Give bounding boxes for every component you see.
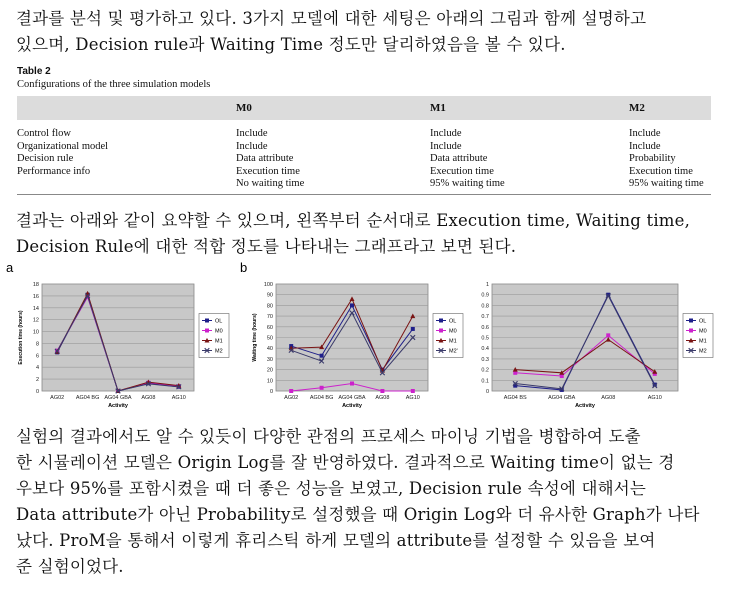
legend-label: M0	[699, 328, 707, 335]
y-tick-label: 20	[266, 367, 273, 374]
x-tick-label: AG04 BS	[503, 395, 527, 401]
y-tick-label: 70	[266, 314, 273, 321]
text-line: 실험의 결과에서도 알 수 있듯이 다양한 관점의 프로세스 마이닝 기법을 병합하여 도출	[16, 427, 641, 446]
x-axis-label: Activity	[108, 403, 128, 409]
text-line: 났다. ProM을 통해서 이렇게 휴리스틱 하게 모델의 attribute를 설정할 수 있음을 보여	[16, 531, 656, 550]
panel-label: b	[240, 260, 248, 275]
legend-label: M1	[215, 338, 223, 345]
decision-rule-chart	[476, 262, 721, 417]
text-line: 한 시뮬레이션 모델은 Origin Log를 잘 반영하였다. 결과적으로 Waiting time이 없는 경	[16, 453, 675, 472]
x-axis-label: Activity	[342, 403, 362, 409]
y-tick-label: 10	[266, 378, 273, 385]
y-tick-label: 16	[32, 293, 39, 300]
table-cell: Execution time	[629, 165, 693, 177]
legend-label: OL	[699, 318, 707, 325]
x-tick-label: AG02	[284, 395, 299, 401]
table-header	[17, 96, 711, 120]
table-cell: Execution time	[236, 165, 300, 177]
x-tick-label: AG08	[375, 395, 390, 401]
waiting-time-chart-svg	[240, 262, 472, 417]
y-tick-label: 100	[263, 282, 273, 288]
y-tick-label: 8	[35, 341, 39, 348]
table-cell: Data attribute	[430, 153, 488, 164]
text-line: 있으며, Decision rule과 Waiting Time 정도만 달리하였음을 볼 수 있다.	[16, 35, 566, 54]
legend-label: M0	[215, 328, 223, 335]
x-tick-label: AG08	[141, 395, 156, 401]
y-tick-label: 0.1	[481, 378, 489, 385]
text-line: Data attribute가 아닌 Probability로 설정했을 때 Origin Log와 더 유사한 Graph가 나타	[16, 505, 700, 524]
legend-label: M0	[449, 328, 457, 335]
x-tick-label: AG10	[647, 395, 662, 401]
y-tick-label: 1	[485, 282, 489, 288]
x-tick-label: AG04 BG	[309, 395, 334, 401]
text-line: Decision Rule에 대한 적합 정도를 나타내는 그래프라고 보면 된다.	[16, 237, 517, 256]
table-cell: Execution time	[430, 165, 494, 177]
table-cell: Probability	[629, 153, 676, 164]
data-point	[320, 354, 324, 358]
table-cell: No waiting time	[236, 178, 305, 189]
x-tick-label: AG04 GBA	[104, 395, 132, 401]
legend-label: M2'	[449, 348, 458, 355]
text-line: 결과를 분석 및 평가하고 있다. 3가지 모델에 대한 세팅은 아래의 그림과 함께 설명하고	[16, 9, 647, 28]
legend-label: OL	[215, 318, 223, 325]
legend-label: M2	[699, 348, 707, 355]
y-tick-label: 30	[266, 356, 273, 363]
column-header-m2: M2	[629, 102, 645, 114]
table-cell: 95% waiting time	[629, 178, 704, 189]
x-tick-label: AG04 GBA	[548, 395, 576, 401]
y-tick-label: 80	[266, 303, 273, 310]
table-cell: Include	[430, 140, 462, 152]
table-cell: Control flow	[17, 128, 71, 139]
table-cell: Include	[629, 140, 661, 152]
x-tick-label: AG02	[50, 395, 65, 401]
y-tick-label: 0	[485, 389, 489, 395]
data-point	[289, 389, 293, 393]
table-bottom-rule	[17, 194, 711, 195]
text-line: 준 실험이었다.	[16, 557, 124, 576]
y-tick-label: 2	[35, 377, 39, 384]
table-cell: Include	[430, 128, 462, 139]
y-tick-label: 0.3	[481, 356, 489, 363]
text-line: 우보다 95%를 포함시켰을 때 더 좋은 성능을 보였고, Decision rule 속성에 대해서는	[16, 479, 646, 498]
y-tick-label: 14	[32, 305, 39, 312]
x-tick-label: AG04 GBA	[338, 395, 366, 401]
execution-time-chart-svg	[6, 262, 238, 417]
table-body	[17, 128, 711, 191]
table-cell: Organizational model	[17, 140, 109, 152]
data-point	[439, 329, 443, 333]
y-tick-label: 0	[269, 389, 273, 395]
execution-time-chart	[6, 262, 238, 417]
y-axis-label: Execution time (hours)	[18, 310, 24, 365]
data-point	[320, 386, 324, 390]
y-tick-label: 0.9	[481, 292, 489, 299]
y-tick-label: 90	[266, 292, 273, 299]
table-row	[17, 141, 711, 154]
column-header-m1: M1	[430, 102, 446, 114]
table-row	[17, 178, 711, 191]
decision-rule-chart-svg	[476, 262, 721, 417]
y-axis-label: Waiting time (hours)	[252, 313, 258, 362]
legend-label: M2	[215, 348, 223, 355]
data-point	[350, 303, 354, 307]
data-point	[439, 319, 443, 323]
table-cell: Performance info	[17, 165, 91, 177]
y-tick-label: 50	[266, 335, 273, 342]
table-label: Table 2	[17, 66, 51, 77]
y-tick-label: 18	[32, 282, 39, 288]
y-tick-label: 4	[35, 365, 39, 372]
waiting-time-chart	[240, 262, 472, 417]
legend-label: OL	[449, 318, 457, 325]
column-header-m0: M0	[236, 102, 252, 114]
table-cell: Decision rule	[17, 153, 74, 164]
x-tick-label: AG10	[405, 395, 420, 401]
y-tick-label: 0.2	[481, 367, 489, 374]
legend-label: M1	[699, 338, 707, 345]
data-point	[205, 319, 209, 323]
table-cell: Data attribute	[236, 153, 294, 164]
table-cell: Include	[236, 128, 268, 139]
data-point	[205, 329, 209, 333]
x-tick-label: AG08	[601, 395, 616, 401]
y-tick-label: 0.4	[481, 346, 489, 353]
table-cell: Include	[629, 128, 661, 139]
x-tick-label: AG10	[171, 395, 186, 401]
y-tick-label: 0.8	[481, 303, 489, 310]
y-tick-label: 60	[266, 324, 273, 331]
conclusion-paragraph	[16, 424, 722, 580]
table-row	[17, 153, 711, 166]
data-point	[350, 382, 354, 386]
table-caption: Configurations of the three simulation models	[17, 79, 211, 90]
y-tick-label: 0.7	[481, 314, 489, 321]
summary-paragraph	[16, 208, 722, 260]
data-point	[689, 319, 693, 323]
y-tick-label: 0	[35, 389, 39, 395]
legend-label: M1	[449, 338, 457, 345]
data-point	[411, 389, 415, 393]
data-point	[689, 329, 693, 333]
table-row	[17, 166, 711, 179]
y-tick-label: 10	[32, 329, 39, 336]
y-tick-label: 0.6	[481, 324, 489, 331]
data-point	[380, 389, 384, 393]
text-line: 결과는 아래와 같이 요약할 수 있으며, 왼쪽부터 순서대로 Execution time, Waiting time,	[16, 211, 691, 230]
x-tick-label: AG04 BG	[75, 395, 100, 401]
panel-label: a	[6, 260, 14, 275]
table-row	[17, 128, 711, 141]
x-axis-label: Activity	[575, 403, 595, 409]
y-tick-label: 40	[266, 346, 273, 353]
y-tick-label: 0.5	[481, 335, 489, 342]
table-cell: 95% waiting time	[430, 178, 505, 189]
y-tick-label: 6	[35, 353, 39, 360]
data-point	[606, 333, 610, 337]
y-tick-label: 12	[32, 317, 39, 324]
data-point	[411, 327, 415, 331]
table-cell: Include	[236, 140, 268, 152]
intro-paragraph	[16, 6, 722, 58]
